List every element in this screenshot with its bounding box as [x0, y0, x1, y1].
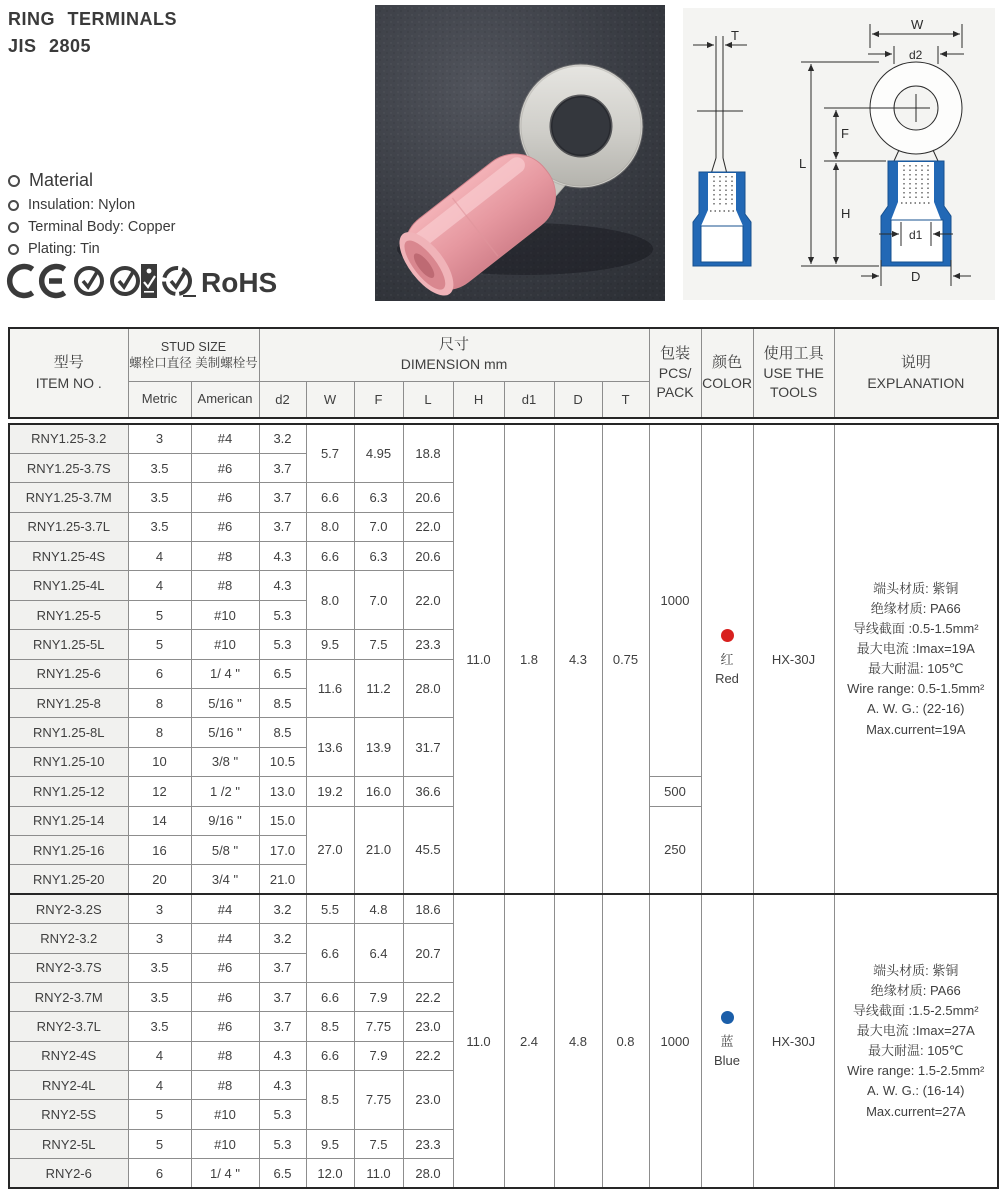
spec-cell: 3.7 — [259, 483, 306, 512]
spec-cell: 3.2 — [259, 424, 306, 453]
explanation-cell: 端头材质: 紫铜 绝缘材质: PA66 导线截面 :1.5-2.5mm² 最大电流 :Imax=27A 最大耐温: 105℃ Wire range: 1.5-2.5mm² A. W. G.: (16-14) Max.current=27A — [834, 894, 998, 1188]
dim-label-t: T — [731, 28, 739, 43]
spec-cell: 8 — [128, 718, 191, 747]
spec-cell: 31.7 — [403, 718, 453, 777]
spec-cell: #10 — [191, 1129, 259, 1158]
item-no-cell: RNY1.25-8 — [9, 689, 128, 718]
spec-cell: 12.0 — [306, 1159, 354, 1188]
spec-cell: 1/ 4 " — [191, 659, 259, 688]
spec-cell: 4.3 — [259, 571, 306, 600]
item-no-cell: RNY1.25-14 — [9, 806, 128, 835]
quality-check-badge-icon — [76, 268, 102, 294]
item-no-cell: RNY1.25-20 — [9, 865, 128, 894]
bullet-icon — [8, 175, 20, 187]
spec-cell: 23.3 — [403, 630, 453, 659]
spec-cell: 9/16 " — [191, 806, 259, 835]
spec-cell: 21.0 — [259, 865, 306, 894]
spec-cell: 45.5 — [403, 806, 453, 894]
spec-table-body — [9, 424, 998, 1188]
dim-label-l: L — [799, 156, 807, 171]
spec-cell: #8 — [191, 571, 259, 600]
spec-cell: 6 — [128, 659, 191, 688]
item-no-cell: RNY2-3.2S — [9, 894, 128, 923]
ukas-badge-icon — [112, 264, 157, 298]
bullet-icon — [8, 200, 19, 211]
spec-cell: #6 — [191, 953, 259, 982]
item-no-cell: RNY1.25-4L — [9, 571, 128, 600]
material-item: Plating: Tin — [8, 241, 176, 257]
title-line-2: JIS 2805 — [8, 36, 92, 56]
item-no-cell: RNY2-6 — [9, 1159, 128, 1188]
spec-cell: 4 — [128, 1041, 191, 1070]
page-title — [8, 6, 177, 60]
spec-cell: #6 — [191, 453, 259, 482]
spec-cell: 13.6 — [306, 718, 354, 777]
item-no-cell: RNY1.25-4S — [9, 542, 128, 571]
spec-table-header — [8, 327, 999, 419]
spec-cell: 12 — [128, 777, 191, 806]
spec-cell: 8 — [128, 689, 191, 718]
spec-cell: #4 — [191, 424, 259, 453]
header-t: T — [602, 381, 649, 418]
spec-cell: 1/ 4 " — [191, 1159, 259, 1188]
materials-heading-row — [8, 170, 176, 191]
spec-cell: 14 — [128, 806, 191, 835]
spec-cell: 11.2 — [354, 659, 403, 718]
item-no-cell: RNY1.25-5L — [9, 630, 128, 659]
spec-cell: 3/8 " — [191, 747, 259, 776]
spec-cell: 4 — [128, 542, 191, 571]
spec-cell: 6 — [128, 1159, 191, 1188]
spec-cell: 16 — [128, 835, 191, 864]
spec-cell: 20.7 — [403, 924, 453, 983]
dimension-diagram — [683, 8, 995, 300]
item-no-cell: RNY1.25-16 — [9, 835, 128, 864]
item-no-cell: RNY2-4L — [9, 1071, 128, 1100]
spec-cell: #6 — [191, 512, 259, 541]
item-no-cell: RNY1.25-5 — [9, 600, 128, 629]
ce-mark-icon — [10, 267, 65, 296]
item-no-cell: RNY2-3.7M — [9, 982, 128, 1011]
dim-label-h: H — [841, 206, 851, 221]
spec-cell: 4.3 — [259, 1071, 306, 1100]
certification-logos — [5, 260, 283, 309]
spec-cell: 3 — [128, 894, 191, 923]
spec-cell: 2.4 — [504, 894, 554, 1188]
spec-cell: 22.2 — [403, 982, 453, 1011]
spec-cell: #6 — [191, 483, 259, 512]
header-american: American — [191, 381, 259, 418]
spec-cell: #6 — [191, 1012, 259, 1041]
title-line-1: RING TERMINALS — [8, 9, 177, 29]
spec-cell: 3.5 — [128, 982, 191, 1011]
spec-cell: 5/16 " — [191, 689, 259, 718]
color-cell: 红 Red — [701, 424, 753, 894]
item-no-cell: RNY1.25-3.2 — [9, 424, 128, 453]
spec-cell: 13.9 — [354, 718, 403, 777]
spec-cell: 250 — [649, 806, 701, 894]
spec-cell: 3/4 " — [191, 865, 259, 894]
header-pack: 包装 PCS/ PACK — [649, 328, 701, 418]
spec-cell: 22.0 — [403, 512, 453, 541]
rohs-label: RoHS — [201, 267, 278, 298]
material-item: Insulation: Nylon — [8, 197, 176, 213]
spec-cell: 7.9 — [354, 1041, 403, 1070]
sgs-badge-icon — [164, 268, 196, 297]
spec-cell: #8 — [191, 542, 259, 571]
spec-cell: 22.2 — [403, 1041, 453, 1070]
spec-cell: 4.3 — [259, 1041, 306, 1070]
spec-cell: 7.9 — [354, 982, 403, 1011]
spec-cell: #10 — [191, 600, 259, 629]
spec-cell: 4.3 — [554, 424, 602, 894]
spec-cell: 6.6 — [306, 1041, 354, 1070]
spec-cell: 6.3 — [354, 483, 403, 512]
spec-cell: 5.3 — [259, 600, 306, 629]
color-dot-icon — [721, 1011, 734, 1024]
spec-cell: #10 — [191, 1100, 259, 1129]
spec-cell: 6.4 — [354, 924, 403, 983]
spec-cell: 16.0 — [354, 777, 403, 806]
spec-cell: 9.5 — [306, 1129, 354, 1158]
header-h: H — [453, 381, 504, 418]
spec-cell: 3.7 — [259, 453, 306, 482]
header-tools: 使用工具 USE THE TOOLS — [753, 328, 834, 418]
item-no-cell: RNY1.25-12 — [9, 777, 128, 806]
spec-cell: 5/8 " — [191, 835, 259, 864]
color-cell: 蓝 Blue — [701, 894, 753, 1188]
header-w: W — [306, 381, 354, 418]
bullet-icon — [8, 222, 19, 233]
spec-cell: 20 — [128, 865, 191, 894]
spec-cell: 23.0 — [403, 1012, 453, 1041]
spec-cell: #8 — [191, 1041, 259, 1070]
spec-cell: 10 — [128, 747, 191, 776]
item-no-cell: RNY1.25-3.7S — [9, 453, 128, 482]
spec-cell: 3.7 — [259, 953, 306, 982]
spec-cell: 3.7 — [259, 1012, 306, 1041]
spec-cell: 3.2 — [259, 894, 306, 923]
item-no-cell: RNY2-5L — [9, 1129, 128, 1158]
spec-cell: 27.0 — [306, 806, 354, 894]
spec-cell: 5 — [128, 600, 191, 629]
header-f: F — [354, 381, 403, 418]
spec-cell: 7.0 — [354, 512, 403, 541]
header-d1: d1 — [504, 381, 554, 418]
spec-cell: 5 — [128, 1100, 191, 1129]
spec-cell: 0.8 — [602, 894, 649, 1188]
spec-cell: 6.6 — [306, 542, 354, 571]
header-l: L — [403, 381, 453, 418]
spec-cell: #10 — [191, 630, 259, 659]
spec-cell: 5 — [128, 630, 191, 659]
spec-cell: 5.5 — [306, 894, 354, 923]
spec-cell: 6.5 — [259, 1159, 306, 1188]
spec-cell: 5.3 — [259, 630, 306, 659]
item-no-cell: RNY1.25-3.7L — [9, 512, 128, 541]
product-photo — [375, 5, 665, 301]
item-no-cell: RNY2-5S — [9, 1100, 128, 1129]
spec-cell: #4 — [191, 894, 259, 923]
header-d: D — [554, 381, 602, 418]
spec-cell: HX-30J — [753, 424, 834, 894]
spec-cell: 4.95 — [354, 424, 403, 483]
item-no-cell: RNY1.25-6 — [9, 659, 128, 688]
header-d2: d2 — [259, 381, 306, 418]
color-dot-icon — [721, 629, 734, 642]
spec-cell: 5/16 " — [191, 718, 259, 747]
dim-label-d: D — [911, 269, 921, 284]
spec-cell: 10.5 — [259, 747, 306, 776]
spec-cell: 19.2 — [306, 777, 354, 806]
spec-cell: 3.7 — [259, 512, 306, 541]
header-stud-size: STUD SIZE 螺栓口直径 美制螺栓号 — [128, 328, 259, 381]
material-item: Terminal Body: Copper — [8, 219, 176, 235]
bullet-icon — [8, 244, 19, 255]
spec-cell: 4.3 — [259, 542, 306, 571]
spec-cell: 22.0 — [403, 571, 453, 630]
spec-cell: 3.5 — [128, 512, 191, 541]
spec-cell: #4 — [191, 924, 259, 953]
spec-cell: 8.5 — [306, 1071, 354, 1130]
spec-cell: 3.5 — [128, 483, 191, 512]
item-no-cell: RNY2-3.7S — [9, 953, 128, 982]
header-color: 颜色 COLOR — [701, 328, 753, 418]
spec-cell: 3 — [128, 424, 191, 453]
item-no-cell: RNY1.25-3.7M — [9, 483, 128, 512]
spec-cell: 8.0 — [306, 571, 354, 630]
materials-heading: Material — [29, 170, 94, 190]
item-no-cell: RNY2-4S — [9, 1041, 128, 1070]
spec-cell: 8.0 — [306, 512, 354, 541]
spec-cell: 1000 — [649, 424, 701, 777]
header-explanation: 说明 EXPLANATION — [834, 328, 998, 418]
spec-cell: 20.6 — [403, 542, 453, 571]
spec-cell: 7.75 — [354, 1012, 403, 1041]
spec-cell: 23.0 — [403, 1071, 453, 1130]
spec-cell: 9.5 — [306, 630, 354, 659]
spec-cell: 36.6 — [403, 777, 453, 806]
spec-cell: #6 — [191, 982, 259, 1011]
spec-cell: 7.75 — [354, 1071, 403, 1130]
materials-list — [8, 170, 176, 263]
header-metric: Metric — [128, 381, 191, 418]
dim-label-d1: d1 — [909, 228, 923, 242]
spec-cell: 1000 — [649, 894, 701, 1188]
spec-cell: 3 — [128, 924, 191, 953]
spec-cell: 8.5 — [306, 1012, 354, 1041]
spec-cell: 28.0 — [403, 659, 453, 718]
spec-cell: 5.3 — [259, 1129, 306, 1158]
table-row — [9, 894, 998, 923]
spec-cell: 20.6 — [403, 483, 453, 512]
header-item-no: 型号 ITEM NO . — [9, 328, 128, 418]
spec-cell: 7.0 — [354, 571, 403, 630]
spec-cell: 7.5 — [354, 1129, 403, 1158]
spec-cell: 6.6 — [306, 483, 354, 512]
item-no-cell: RNY1.25-8L — [9, 718, 128, 747]
spec-cell: 6.5 — [259, 659, 306, 688]
spec-cell: 4.8 — [554, 894, 602, 1188]
table-row — [9, 424, 998, 453]
spec-cell: 0.75 — [602, 424, 649, 894]
spec-cell: 500 — [649, 777, 701, 806]
spec-cell: 1 /2 " — [191, 777, 259, 806]
dim-label-f: F — [841, 126, 849, 141]
spec-cell: 11.0 — [453, 424, 504, 894]
spec-cell: 18.8 — [403, 424, 453, 483]
spec-cell: 4.8 — [354, 894, 403, 923]
spec-cell: 6.6 — [306, 982, 354, 1011]
item-no-cell: RNY2-3.7L — [9, 1012, 128, 1041]
spec-cell: 4 — [128, 1071, 191, 1100]
spec-cell: 8.5 — [259, 689, 306, 718]
spec-cell: 23.3 — [403, 1129, 453, 1158]
spec-cell: 3.5 — [128, 1012, 191, 1041]
spec-cell: 17.0 — [259, 835, 306, 864]
spec-cell: 6.3 — [354, 542, 403, 571]
spec-cell: HX-30J — [753, 894, 834, 1188]
item-no-cell: RNY1.25-10 — [9, 747, 128, 776]
spec-table-data — [8, 423, 999, 1189]
spec-cell: 5.3 — [259, 1100, 306, 1129]
spec-cell: 7.5 — [354, 630, 403, 659]
spec-cell: 4 — [128, 571, 191, 600]
item-no-cell: RNY2-3.2 — [9, 924, 128, 953]
spec-cell: #8 — [191, 1071, 259, 1100]
spec-cell: 1.8 — [504, 424, 554, 894]
spec-cell: 5.7 — [306, 424, 354, 483]
spec-cell: 11.0 — [354, 1159, 403, 1188]
spec-cell: 18.6 — [403, 894, 453, 923]
spec-cell: 8.5 — [259, 718, 306, 747]
explanation-cell: 端头材质: 紫铜 绝缘材质: PA66 导线截面 :0.5-1.5mm² 最大电流 :Imax=19A 最大耐温: 105℃ Wire range: 0.5-1.5mm² A. W. G.: (22-16) Max.current=19A — [834, 424, 998, 894]
spec-cell: 21.0 — [354, 806, 403, 894]
spec-cell: 6.6 — [306, 924, 354, 983]
spec-cell: 3.7 — [259, 982, 306, 1011]
spec-cell: 5 — [128, 1129, 191, 1158]
spec-cell: 3.5 — [128, 953, 191, 982]
spec-cell: 11.6 — [306, 659, 354, 718]
spec-cell: 11.0 — [453, 894, 504, 1188]
spec-cell: 15.0 — [259, 806, 306, 835]
dim-label-d2: d2 — [909, 48, 923, 62]
spec-cell: 3.2 — [259, 924, 306, 953]
spec-cell: 3.5 — [128, 453, 191, 482]
spec-cell: 13.0 — [259, 777, 306, 806]
dim-label-w: W — [911, 17, 924, 32]
spec-table — [8, 327, 999, 1189]
spec-cell: 28.0 — [403, 1159, 453, 1188]
header-dimension: 尺寸 DIMENSION mm — [259, 328, 649, 381]
